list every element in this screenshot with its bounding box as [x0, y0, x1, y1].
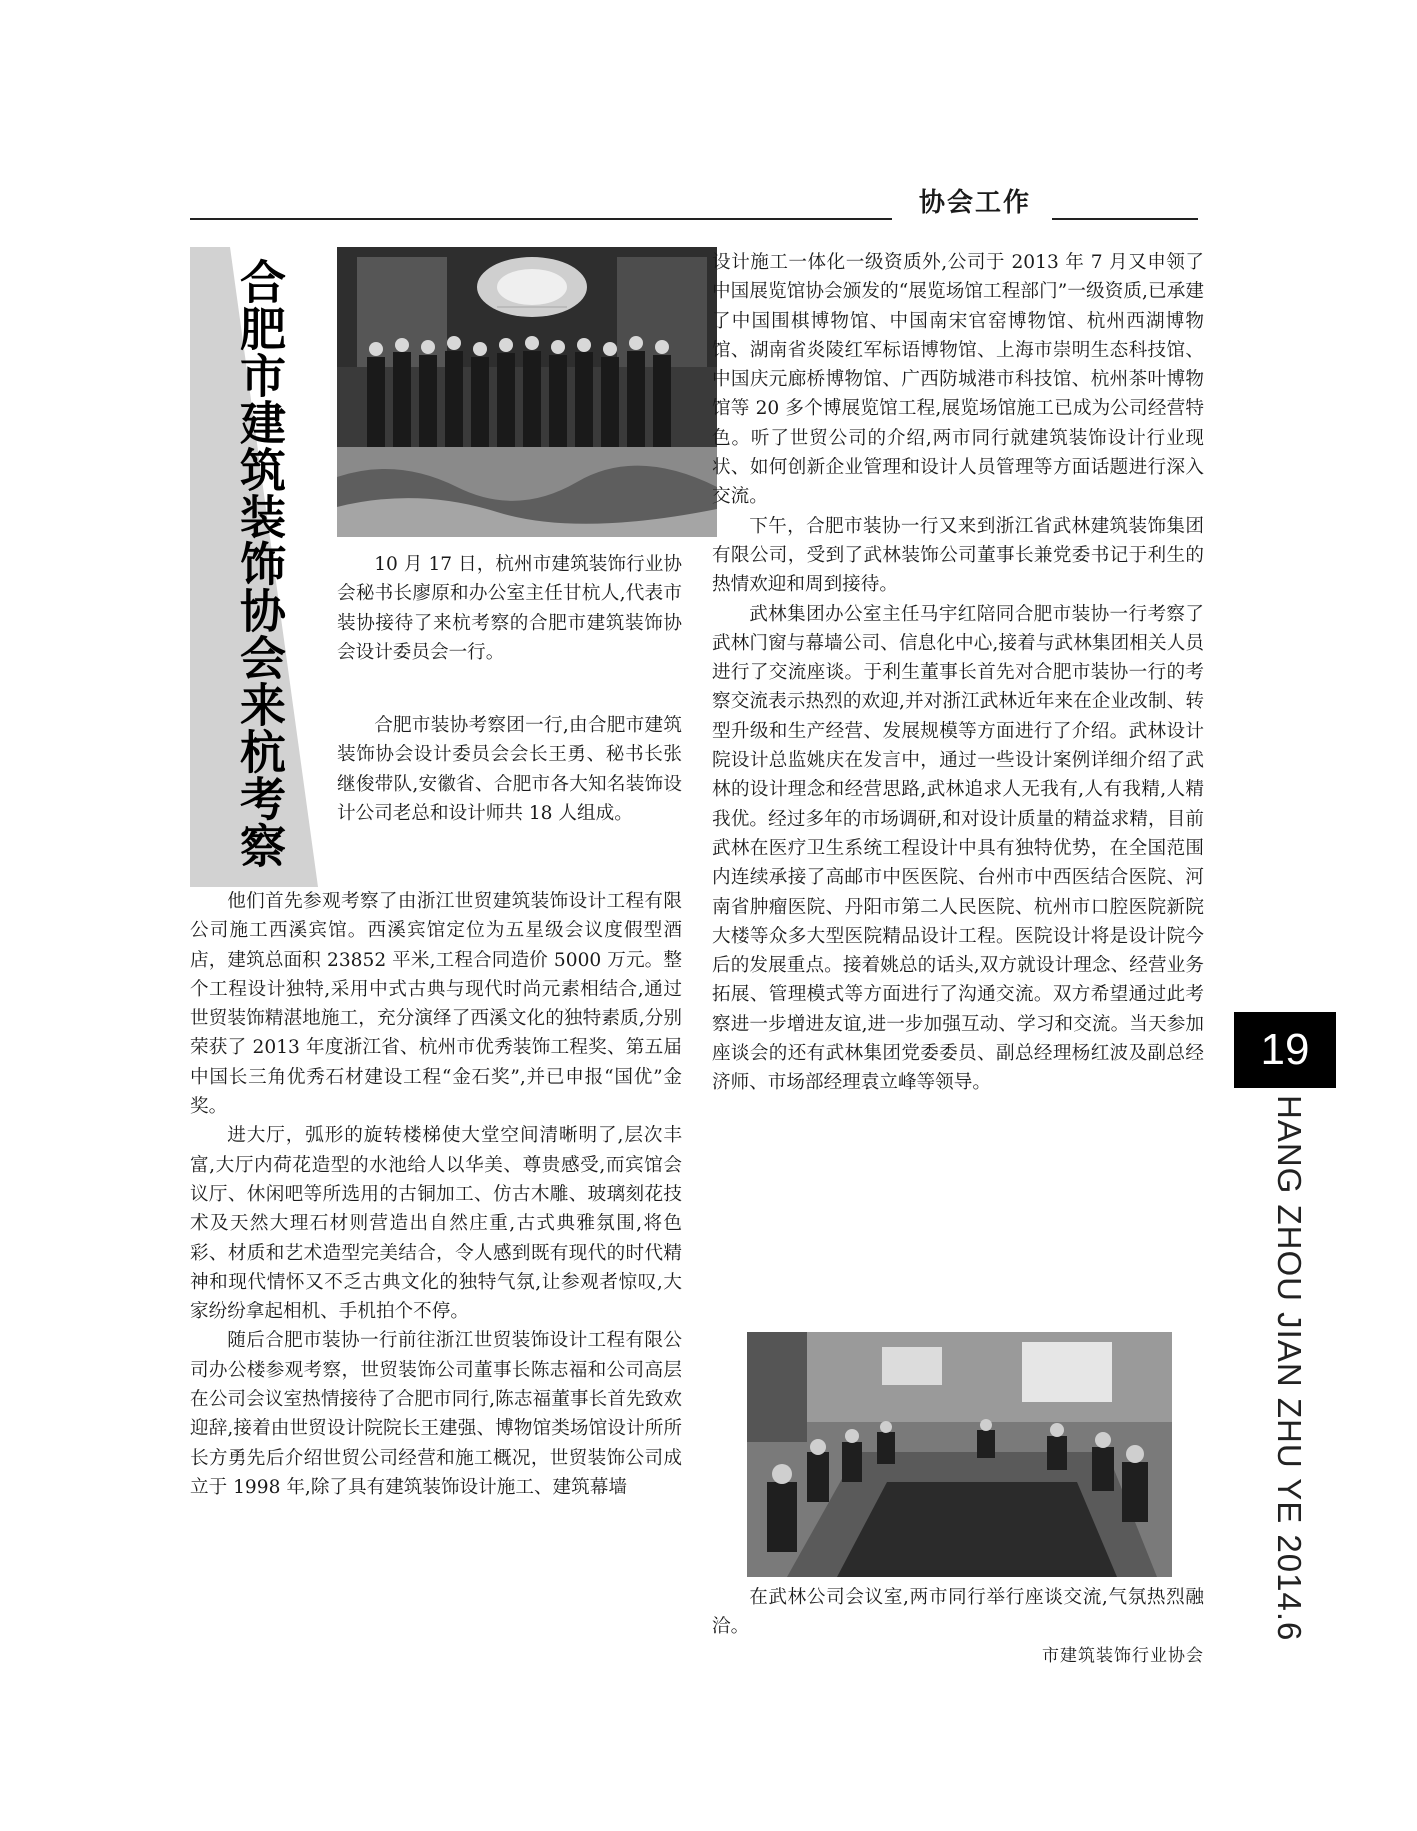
- caption-text: 在武林公司会议室,两市同行举行座谈交流,气氛热烈融洽。: [712, 1587, 1204, 1638]
- page-number: 19: [1234, 1012, 1336, 1088]
- header-rule-right: [1052, 218, 1198, 220]
- section-title: 协会工作: [918, 188, 1031, 218]
- text-column-left: [190, 887, 682, 1502]
- paragraph: 随后合肥市装协一行前往浙江世贸装饰设计工程有限公司办公楼参观考察，世贸装饰公司董事长陈志福和公司高层在公司会议室热情接待了合肥市同行,陈志福董事长首先致欢迎辞,接着由世贸设计院院长王建强、博物馆类场馆设计所所长方勇先后介绍世贸公司经营和施工概况，世贸装饰公司成立于 1998 年,除了具有建筑装饰设计施工、建筑幕墙: [190, 1330, 682, 1498]
- headline: 合肥市建筑装饰协会来杭考察: [233, 258, 287, 869]
- paragraph: 进大厅，弧形的旋转楼梯使大堂空间清晰明了,层次丰富,大厅内荷花造型的水池给人以华美、尊贵感受,而宾馆会议厅、休闲吧等所选用的古铜加工、仿古木雕、玻璃刻花技术及天然大理石材则营造出自然庄重,古式典雅氛围,将色彩、材质和艺术造型完美结合，令人感到既有现代的时代精神和现代情怀又不乏古典文化的独特气氛,让参观者惊叹,大家纷纷拿起相机、手机拍个不停。: [190, 1125, 682, 1323]
- header-rule-left: [190, 218, 892, 220]
- photo-caption-2: [712, 1583, 1204, 1671]
- meeting-room-photo: [747, 1332, 1172, 1577]
- magazine-name: HANG ZHOU JIAN ZHU YE 2014.6: [1271, 1095, 1308, 1642]
- group-photo-lobby: [337, 247, 717, 537]
- paragraph: 合肥市装协考察团一行,由合肥市建筑装饰协会设计委员会会长王勇、秘书长张继俊带队,安徽省、合肥市各大知名装饰设计公司老总和设计师共 18 人组成。: [337, 715, 682, 824]
- paragraph: 下午，合肥市装协一行又来到浙江省武林建筑装饰集团有限公司，受到了武林装饰公司董事长兼党委书记于利生的热情欢迎和周到接待。: [712, 515, 1204, 596]
- paragraph: 设计施工一体化一级资质外,公司于 2013 年 7 月又申领了中国展览馆协会颁发的“展览场馆工程部门”一级资质,已承建了中国围棋博物馆、中国南宋官窑博物馆、杭州西湖博物馆、湖南省炎陵红军标语博物馆、上海市崇明生态科技馆、中国庆元廊桥博物馆、广西防城港市科技馆、杭州茶叶博物馆等 20 多个博展览馆工程,展览场馆施工已成为公司经营特色。听了世贸公司的介绍,两市同行就建筑装饰设计行业现状、如何创新企业管理和设计人员管理等方面话题进行深入交流。: [712, 252, 1204, 508]
- caption-text: 10 月 17 日，杭州市建筑装饰行业协会秘书长廖原和办公室主任甘杭人,代表市装协接待了来杭考察的合肥市建筑装饰协会设计委员会一行。: [337, 554, 682, 663]
- text-column-right: [712, 248, 1204, 1098]
- text-column-mid: [337, 711, 682, 828]
- article-source: 市建筑装饰行业协会: [1042, 1645, 1204, 1666]
- photo-caption-1: [337, 550, 682, 667]
- paragraph: 他们首先参观考察了由浙江世贸建筑装饰设计工程有限公司施工西溪宾馆。西溪宾馆定位为五星级会议度假型酒店，建筑总面积 23852 平米,工程合同造价 5000 万元。整个工程设计独特,采用中式古典与现代时尚元素相结合,通过世贸装饰精湛地施工，充分演绎了西溪文化的独特素质,分别荣获了 2013 年度浙江省、杭州市优秀装饰工程奖、第五届中国长三角优秀石材建设工程“金石奖”,并已申报“国优”金奖。: [190, 891, 682, 1118]
- paragraph: 武林集团办公室主任马宇红陪同合肥市装协一行考察了武林门窗与幕墙公司、信息化中心,接着与武林集团相关人员进行了交流座谈。于利生董事长首先对合肥市装协一行的考察交流表示热烈的欢迎,并对浙江武林近年来在企业改制、转型升级和生产经营、发展规模等方面进行了介绍。武林设计院设计总监姚庆在发言中，通过一些设计案例详细介绍了武林的设计理念和经营思路,武林追求人无我有,人有我精,人精我优。经过多年的市场调研,和对设计质量的精益求精，目前武林在医疗卫生系统工程设计中具有独特优势，在全国范围内连续承接了高邮市中医医院、台州市中西医结合医院、河南省肿瘤医院、丹阳市第二人民医院、杭州市口腔医院新院大楼等众多大型医院精品设计工程。医院设计将是设计院今后的发展重点。接着姚总的话头,双方就设计理念、经营业务拓展、管理模式等方面进行了沟通交流。双方希望通过此考察进一步增进友谊,进一步加强互动、学习和交流。当天参加座谈会的还有武林集团党委委员、副总经理杨红波及副总经济师、市场部经理袁立峰等领导。: [712, 603, 1204, 1094]
